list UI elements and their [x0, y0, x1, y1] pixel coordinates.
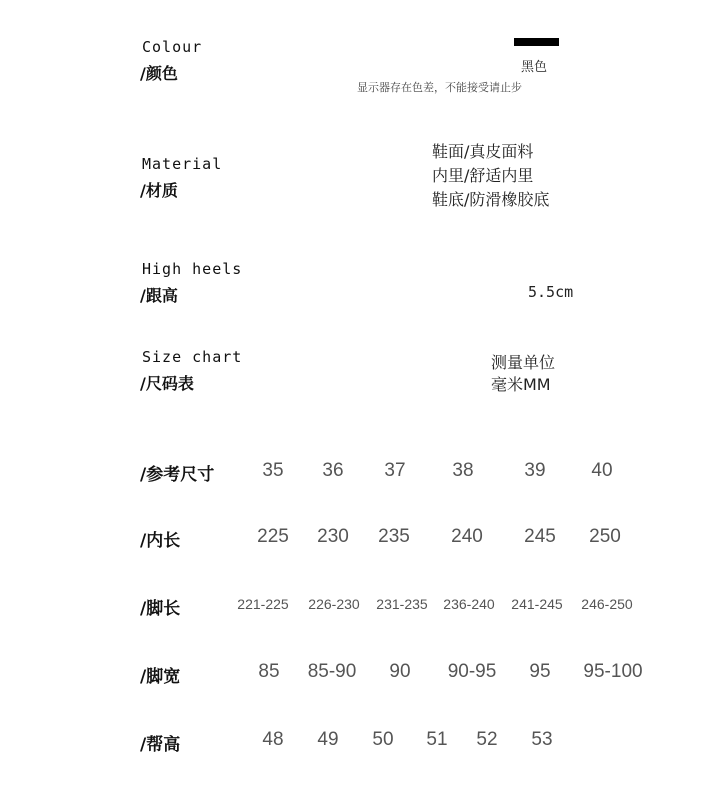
table-cell: 95-100	[583, 661, 643, 682]
material-sole: 鞋底/防滑橡胶底	[432, 190, 550, 209]
material-lining: 内里/舒适内里	[432, 166, 534, 185]
table-cell: 50	[372, 729, 394, 750]
table-cell: 52	[476, 729, 498, 750]
table-cell: 240	[451, 526, 483, 547]
table-cell: 85-90	[307, 661, 357, 682]
colour-swatch	[514, 38, 559, 46]
table-cell: 36	[322, 460, 344, 481]
material-label-zh: /材质	[140, 181, 178, 200]
table-cell: 53	[531, 729, 553, 750]
table-cell: 35	[262, 460, 284, 481]
table-cell: 95	[529, 661, 551, 682]
material-upper: 鞋面/真皮面料	[432, 142, 534, 161]
table-cell: 235	[378, 526, 410, 547]
size-chart-label-en: Size chart	[142, 348, 243, 366]
table-cell: 49	[317, 729, 339, 750]
table-row-label: /参考尺寸	[140, 465, 215, 485]
table-row-label: /帮高	[140, 735, 181, 755]
table-cell: 221-225	[237, 596, 289, 612]
colour-label-en: Colour	[142, 38, 203, 56]
material-label-en: Material	[142, 155, 223, 173]
table-cell: 230	[317, 526, 349, 547]
table-cell: 250	[589, 526, 621, 547]
heel-height-value: 5.5cm	[528, 283, 574, 301]
colour-value: 黑色	[521, 60, 548, 75]
table-cell: 38	[452, 460, 474, 481]
colour-disclaimer: 显示器存在色差，不能接受请止步	[357, 81, 522, 94]
table-cell: 39	[524, 460, 546, 481]
size-chart-label-zh: /尺码表	[140, 374, 194, 393]
measure-unit-title: 测量单位	[491, 353, 556, 372]
heels-label-zh: /跟高	[140, 286, 178, 305]
table-cell: 90-95	[447, 661, 497, 682]
heels-label-en: High heels	[142, 260, 243, 278]
table-row-label: /内长	[140, 531, 181, 551]
table-row-label: /脚长	[140, 599, 181, 619]
table-cell: 48	[262, 729, 284, 750]
table-cell: 85	[258, 661, 280, 682]
table-cell: 241-245	[511, 596, 563, 612]
table-cell: 225	[257, 526, 289, 547]
table-cell: 226-230	[308, 596, 360, 612]
table-cell: 245	[524, 526, 556, 547]
table-cell: 246-250	[581, 596, 633, 612]
table-cell: 51	[426, 729, 448, 750]
table-row-label: /脚宽	[140, 667, 181, 687]
table-cell: 90	[389, 661, 411, 682]
table-cell: 37	[384, 460, 406, 481]
measure-unit-value: 毫米MM	[491, 375, 551, 394]
table-cell: 40	[591, 460, 613, 481]
table-cell: 236-240	[443, 596, 495, 612]
colour-label-zh: /颜色	[140, 64, 178, 83]
table-cell: 231-235	[376, 596, 428, 612]
